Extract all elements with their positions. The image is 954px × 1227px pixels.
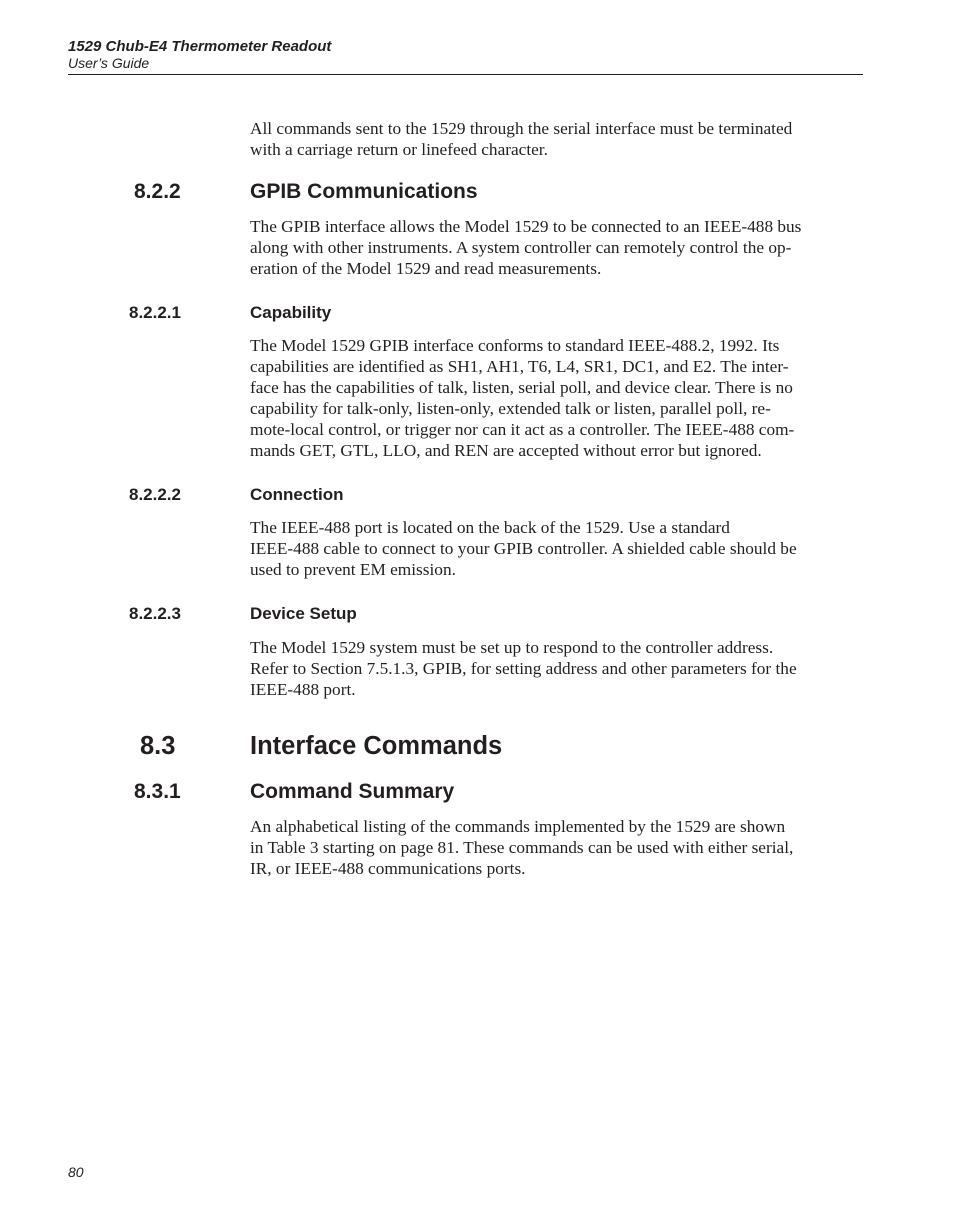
- section-number-8-3: 8.3: [140, 732, 176, 760]
- command-summary-paragraph: [250, 816, 865, 879]
- paragraph-line: with a carriage return or linefeed character.: [250, 140, 548, 159]
- section-heading-command-summary: Command Summary: [250, 780, 455, 803]
- capability-paragraph: [250, 335, 865, 461]
- paragraph-line: capabilities are identified as SH1, AH1, T6, L4, SR1, DC1, and E2. The inter-: [250, 357, 789, 376]
- paragraph-line: Refer to Section 7.5.1.3, GPIB, for setting address and other parameters for the: [250, 659, 797, 678]
- section-heading-device-setup: Device Setup: [250, 604, 357, 623]
- section-number-8-2-2-1: 8.2.2.1: [129, 303, 181, 322]
- paragraph-line: All commands sent to the 1529 through the serial interface must be terminated: [250, 119, 793, 138]
- paragraph-line: The Model 1529 GPIB interface conforms to standard IEEE-488.2, 1992. Its: [250, 336, 780, 355]
- section-number-8-3-1: 8.3.1: [134, 780, 181, 803]
- section-heading-interface-commands: Interface Commands: [250, 732, 503, 760]
- gpib-paragraph: [250, 216, 865, 279]
- paragraph-line: IR, or IEEE-488 communications ports.: [250, 859, 526, 878]
- section-heading-gpib-communications: GPIB Communications: [250, 180, 478, 203]
- page-number: 80: [68, 1164, 84, 1180]
- paragraph-line: mote-local control, or trigger nor can it act as a controller. The IEEE-488 com-: [250, 420, 795, 439]
- paragraph-line: eration of the Model 1529 and read measurements.: [250, 259, 602, 278]
- paragraph-line: along with other instruments. A system controller can remotely control the op-: [250, 238, 792, 257]
- running-header: [68, 38, 863, 75]
- section-number-8-2-2: 8.2.2: [134, 180, 181, 203]
- paragraph-line: capability for talk-only, listen-only, extended talk or listen, parallel poll, re-: [250, 399, 771, 418]
- paragraph-line: IEEE-488 cable to connect to your GPIB controller. A shielded cable should be: [250, 539, 797, 558]
- paragraph-line: The IEEE-488 port is located on the back of the 1529. Use a standard: [250, 518, 730, 537]
- document-subtitle: User’s Guide: [68, 55, 150, 71]
- connection-paragraph: [250, 517, 865, 580]
- paragraph-line: The Model 1529 system must be set up to respond to the controller address.: [250, 638, 774, 657]
- paragraph-line: IEEE-488 port.: [250, 680, 356, 699]
- paragraph-line: face has the capabilities of talk, listen, serial poll, and device clear. There is no: [250, 378, 793, 397]
- paragraph-line: used to prevent EM emission.: [250, 560, 456, 579]
- paragraph-line: An alphabetical listing of the commands implemented by the 1529 are shown: [250, 817, 786, 836]
- section-number-8-2-2-2: 8.2.2.2: [129, 485, 181, 504]
- section-heading-capability: Capability: [250, 303, 332, 322]
- intro-paragraph: [250, 118, 865, 160]
- device-setup-paragraph: [250, 637, 865, 700]
- section-heading-connection: Connection: [250, 485, 344, 504]
- paragraph-line: in Table 3 starting on page 81. These commands can be used with either serial,: [250, 838, 794, 857]
- document-title: 1529 Chub-E4 Thermometer Readout: [68, 38, 332, 55]
- paragraph-line: mands GET, GTL, LLO, and REN are accepted without error but ignored.: [250, 441, 762, 460]
- section-number-8-2-2-3: 8.2.2.3: [129, 604, 181, 623]
- paragraph-line: The GPIB interface allows the Model 1529 to be connected to an IEEE-488 bus: [250, 217, 802, 236]
